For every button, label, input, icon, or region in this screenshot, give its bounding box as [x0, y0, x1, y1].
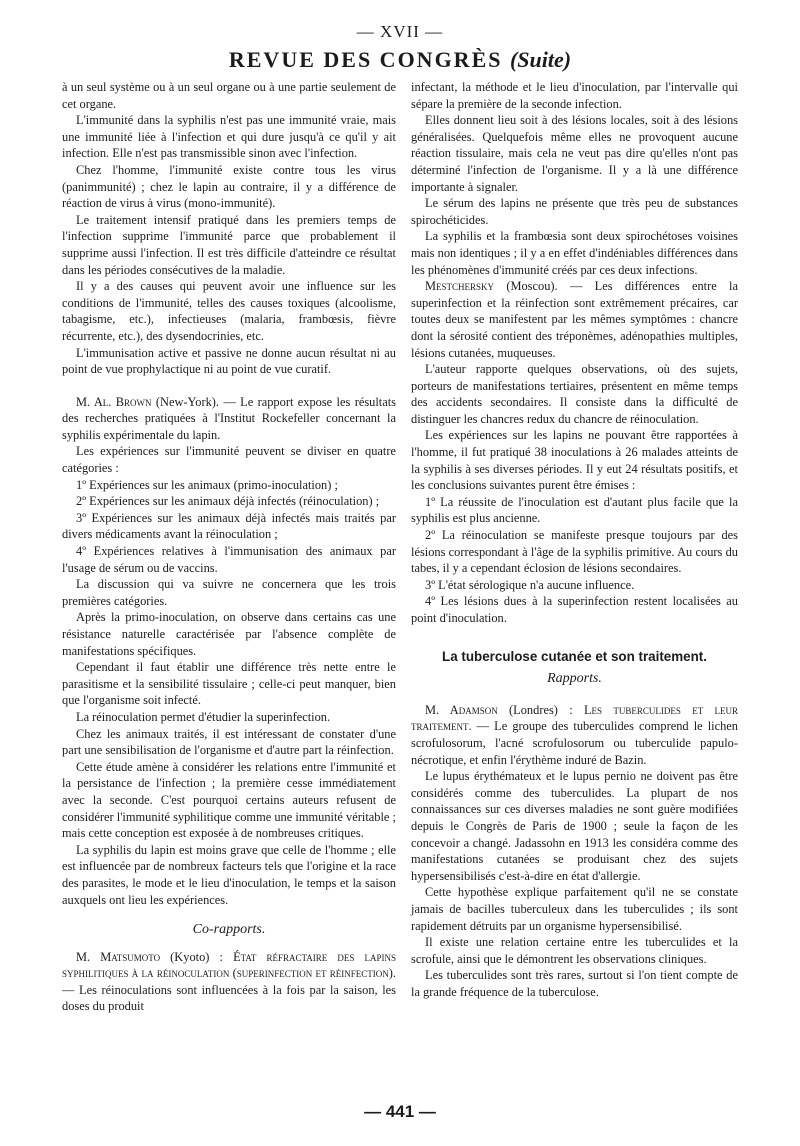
- list-item: 4º Les lésions dues à la superinfection restent localisées au point d'inoculation.: [411, 594, 738, 625]
- paragraph: Chez les animaux traités, il est intéressant de constater d'une part une sensibilisation de l'organisme et d'autre part la réinfection.: [62, 726, 396, 758]
- list-item: 3º Expériences sur les animaux déjà infectés mais traités par divers médicaments avant la réinoculation ;: [62, 510, 396, 542]
- paragraph: La réinoculation permet d'étudier la superinfection.: [76, 709, 331, 724]
- page-number: — 441 —: [364, 1102, 436, 1121]
- paragraph: Cette hypothèse explique parfaitement qu'il ne se constate jamais de bacilles tuberculeux dans les tuberculides ; ils sont rapidement détruits par un organisme hypersensibilisé.: [411, 885, 738, 933]
- paragraph: Le sérum des lapins ne présente que très peu de substances spirochéticides.: [411, 196, 738, 227]
- list-item: 2º Expériences sur les animaux déjà infectés (réinoculation) ;: [76, 494, 380, 509]
- running-title-suffix: (Suite): [509, 47, 572, 72]
- list-item: 3º L'état sérologique n'a aucune influence.: [425, 577, 635, 592]
- left-column: [62, 79, 396, 1015]
- author-name: M. Al. Brown: [76, 394, 152, 409]
- paragraph: infectant, la méthode et le lieu d'inoculation, par l'intervalle qui sépare la première de la seconde infection.: [411, 80, 738, 111]
- report-title: Les tuberculides et leur traitement.: [411, 702, 739, 734]
- paragraph: L'immunité dans la syphilis n'est pas une immunité vraie, mais une immunité liée à l'infection et qui dure jusqu'à ce qu'il y ait infection. Elle n'est pas transmissible sinon avec l'infection.: [62, 113, 396, 161]
- paragraph: Il y a des causes qui peuvent avoir une influence sur les conditions de l'immunité, telles des causes toxiques (alcoolisme, tabagisme, etc.), infectieuses (malaria, frambœsis, fièvre récurrente, etc.), des dysendocrinies, etc.: [62, 279, 396, 343]
- list-item: 4º Expériences relatives à l'immunisation des animaux par l'usage de sérum ou de vaccins.: [62, 544, 396, 575]
- paragraph: Les tuberculides sont très rares, surtout si l'on tient compte de la grande fréquence de la tuberculose.: [411, 968, 738, 999]
- list-item: 2º La réinoculation se manifeste presque toujours par des lésions correspondant à l'âge de la syphilis primitive. Au cours du tabes, il y a cependant éclosion de lésions secondaires.: [411, 528, 738, 576]
- author-place: (Londres) :: [497, 702, 584, 717]
- paragraph: Chez l'homme, l'immunité existe contre tous les virus (panimmunité) ; chez le lapin au contraire, il y a différence de réaction de virus à virus (mono-immunité).: [62, 162, 396, 211]
- page-roman-numeral: — XVII —: [356, 22, 444, 41]
- paragraph: La syphilis du lapin est moins grave que celle de l'homme ; elle est influencée par de nombreux facteurs tels que l'origine et la race des parasites, le mode et le lieu d'inoculation, le temps et la saison auxquels ont lieu les expériences.: [62, 842, 396, 907]
- author-name: M. Adamson: [425, 702, 498, 717]
- running-title-main: REVUE DES CONGRÈS: [228, 47, 503, 72]
- running-title: [0, 47, 800, 73]
- paragraph: L'immunisation active et passive ne donne aucun résultat ni au point de vue prophylactique ni au point de vue curatif.: [62, 345, 396, 377]
- paragraph: Les expériences sur l'immunité peuvent se diviser en quatre catégories :: [62, 444, 396, 476]
- report-adamson: [411, 702, 738, 768]
- report-text: (New-York). — Le rapport expose les résultats des recherches pratiquées à l'Institut Rockefeller concernant la syphilis expérimentale du lapin.: [62, 394, 397, 442]
- author-name: M. Matsumoto: [76, 949, 161, 964]
- paragraph: à un seul système ou à un seul organe ou à une partie seulement de cet organe.: [62, 80, 396, 111]
- paragraph: Cependant il faut établir une différence très nette entre le parasitisme et la sensibilité tissulaire ; celle-ci peut manquer, bien que l'organisme soit infecté.: [62, 660, 396, 708]
- author-name: Mestchersky: [425, 279, 495, 294]
- paragraph: Cette étude amène à considérer les relations entre l'immunité et la persistance de l'infection ; la première cesse immédiatement avec la seconde. C'est pourquoi certains auteurs refusent de considérer l'immunité syphilitique comme une immunité véritable ; mais cette conception est exposée à de nombreuses critiques.: [62, 759, 396, 841]
- paragraph: Après la primo-inoculation, on observe dans certains cas une résistance naturelle caractérisée par l'absence complète de manifestations spécifiques.: [62, 610, 396, 658]
- paragraph: Il existe une relation certaine entre les tuberculides et la scrofule, ainsi que le démontrent les observations cliniques.: [411, 935, 738, 966]
- paragraph: Les expériences sur les lapins ne pouvant être rapportées à l'homme, il fut pratiqué 38 inoculations à 26 malades atteints de la syphilis à ses diverses périodes. Il y eut 24 résultats positifs, et les conclusions suivantes purent être émises :: [411, 428, 738, 493]
- paragraph: L'auteur rapporte quelques observations, où des sujets, porteurs de manifestations tertiaires, présentent en même temps des accidents secondaires. Il consiste dans la difficulté de distinguer les chancres redux du chancre de réinoculation.: [411, 362, 738, 426]
- list-item: 1º Expériences sur les animaux (primo-inoculation) ;: [76, 477, 338, 492]
- paragraph: Le traitement intensif pratiqué dans les premiers temps de l'infection supprime l'immunité parce que probablement il supprime aussi l'infection. Il est très difficile d'atteindre ce résultat dans les périodes consécutives de la maladie.: [62, 212, 396, 277]
- paragraph: Le lupus érythémateux et le lupus pernio ne doivent pas être considérés comme des tuberculides. La plupart de nos connaissances sur ces diverses maladies ne sont guère modifiées depuis le Congrès de Paris de 1900 ; seule la façon de les concevoir a changé. Jadassohn en 1913 les considéra comme des manifestations cutanées se produisant chez des sujets hypersensibilisés c'est-à-dire en état d'allergie.: [411, 769, 738, 883]
- report-matsumoto: [62, 949, 396, 1015]
- report-text: — Le groupe des tuberculides comprend le lichen scrofulosorum, l'acné scrofulosorum ou tuberculide papulo-nécrotique, et enfin l'érythème induré de Bazin.: [411, 719, 738, 767]
- list-item: 1º La réussite de l'inoculation est d'autant plus facile que la syphilis est plus ancienne.: [411, 494, 738, 526]
- report-title: État réfractaire des lapins syphilitiques à la réinoculation (superinfection et réinfection).: [62, 949, 396, 981]
- paragraph: Elles donnent lieu soit à des lésions locales, soit à des lésions généralisées. Quelquefois même elles ne provoquent aucune réaction tissulaire, mais cela ne veut pas dire qu'elles n'ont pas déterminé l'infection de l'organisme. Il y a là une différence importante à signaler.: [411, 113, 738, 194]
- right-column: [411, 79, 738, 1000]
- co-rapports-heading: Co-rapports.: [192, 922, 266, 938]
- report-text: (Moscou). — Les différences entre la superinfection et la réinfection sont extrêmement précaires, car toutes deux se manifestent par les mêmes symptômes : chancre dont la sérosité contient des tréponèmes, adénopathies multiples, lésions cutanées, muqueuses.: [411, 279, 738, 360]
- paragraph: La syphilis et la frambœsia sont deux spirochétoses voisines mais non identiques ; il y a en effet d'indéniables différences dans les phénomènes d'immunité créés par ces deux infections.: [411, 229, 738, 277]
- rapports-heading: Rapports.: [547, 671, 602, 687]
- report-mestchersky: [411, 278, 738, 361]
- section-title: La tuberculose cutanée et son traitement.: [442, 648, 707, 664]
- report-text: — Les réinoculations sont influencées à la fois par la saison, les doses du produit: [62, 982, 396, 1014]
- paragraph: La discussion qui va suivre ne concernera que les trois premières catégories.: [62, 577, 396, 608]
- author-place: (Kyoto) :: [160, 949, 234, 964]
- report-brown: [62, 394, 396, 444]
